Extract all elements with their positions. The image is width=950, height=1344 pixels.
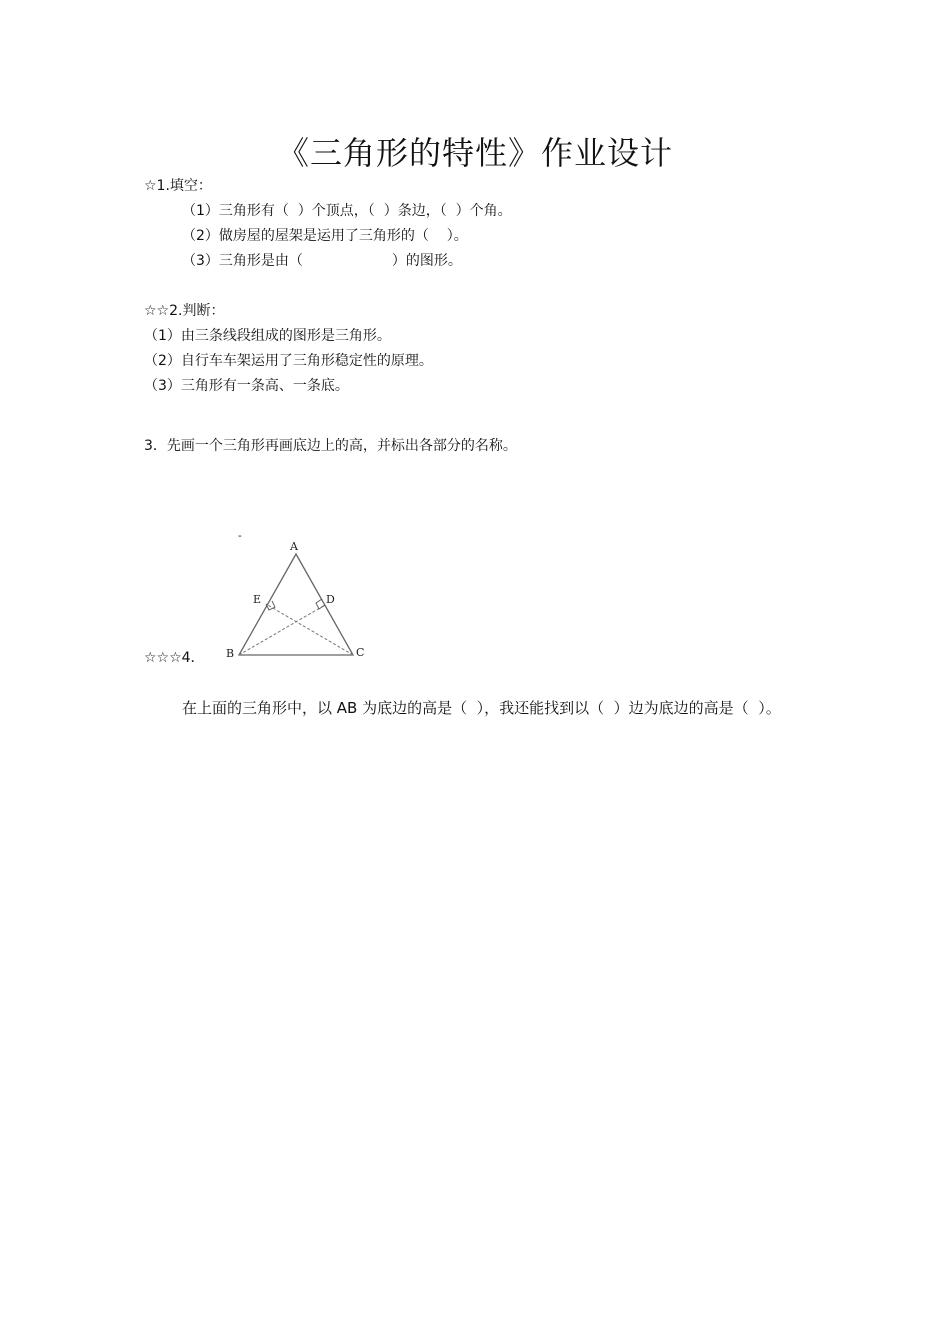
q2-item-3: （3）三角形有一条高、一条底。	[144, 378, 349, 394]
q2-item-2: （2）自行车车架运用了三角形稳定性的原理。	[144, 353, 433, 369]
q2-heading: ☆☆2.判断：	[144, 303, 225, 319]
q1-item-2: （2）做房屋的屋架是运用了三角形的（ ）。	[182, 228, 468, 244]
q4-question: 在上面的三角形中，以 AB 为底边的高是（ ），我还能找到以（ ）边为底边的高是（ ）。	[182, 699, 781, 717]
q4-heading: ☆☆☆4．	[144, 650, 205, 666]
q1-item-1: （1）三角形有（ ）个顶点，（ ）条边，（ ）个角。	[182, 203, 512, 219]
q2-item-1: （1）由三条线段组成的图形是三角形。	[144, 328, 391, 344]
q3-text: 3．先画一个三角形再画底边上的高，并标出各部分的名称。	[144, 438, 517, 454]
page-title: 《三角形的特性》作业设计	[276, 134, 673, 172]
vertex-label-b: B	[226, 647, 235, 660]
vertex-label-c: C	[356, 646, 365, 659]
q1-heading: ☆1.填空：	[144, 178, 212, 194]
triangle-figure	[222, 530, 372, 665]
vertex-label-d: D	[326, 593, 335, 606]
altitude-from-c	[266, 604, 353, 655]
altitude-from-b	[239, 605, 325, 655]
figure-dash-mark: -	[238, 530, 242, 542]
vertex-label-a: A	[290, 540, 298, 553]
q1-item-3: （3）三角形是由（ ）的图形。	[182, 253, 462, 269]
vertex-label-e: E	[253, 593, 262, 606]
